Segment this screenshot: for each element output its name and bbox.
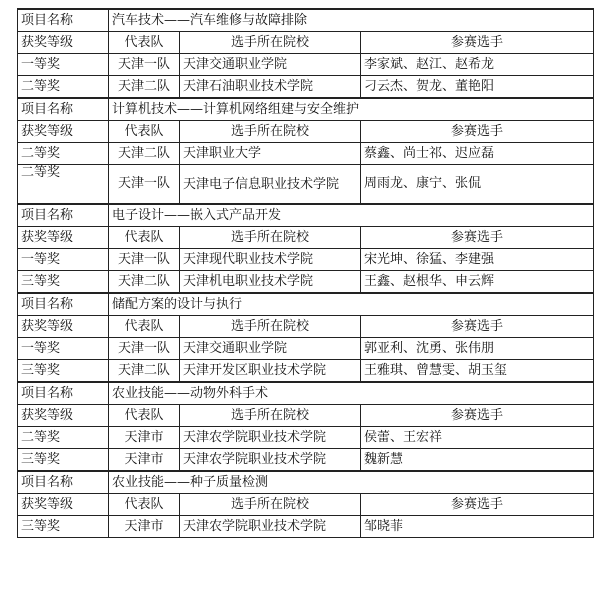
column-header-row <box>18 316 594 338</box>
award-cell: 三等奖 <box>18 271 109 294</box>
team-cell: 天津一队 <box>109 249 180 271</box>
school-cell: 天津电子信息职业技术学院 <box>180 165 361 205</box>
award-cell: 二等奖 <box>18 143 109 165</box>
project-title: 储配方案的设计与执行 <box>109 293 594 316</box>
players-cell: 王鑫、赵根华、申云辉 <box>361 271 594 294</box>
players-cell: 蔡鑫、尚士祁、迟应磊 <box>361 143 594 165</box>
header-award: 获奖等级 <box>18 227 109 249</box>
header-team: 代表队 <box>109 227 180 249</box>
column-header-row <box>18 494 594 516</box>
header-school: 选手所在院校 <box>180 121 361 143</box>
project-row <box>18 471 594 494</box>
team-cell: 天津一队 <box>109 54 180 76</box>
table-row <box>18 360 594 383</box>
team-cell: 天津一队 <box>109 165 180 205</box>
players-cell: 魏新慧 <box>361 449 594 472</box>
team-cell: 天津市 <box>109 427 180 449</box>
school-cell: 天津开发区职业技术学院 <box>180 360 361 383</box>
project-title: 农业技能——动物外科手术 <box>109 382 594 405</box>
header-players: 参赛选手 <box>361 121 594 143</box>
header-players: 参赛选手 <box>361 316 594 338</box>
school-cell: 天津农学院职业技术学院 <box>180 516 361 538</box>
award-cell: 二等奖 <box>18 165 109 205</box>
award-cell: 三等奖 <box>18 449 109 472</box>
header-players: 参赛选手 <box>361 227 594 249</box>
team-cell: 天津二队 <box>109 360 180 383</box>
header-players: 参赛选手 <box>361 494 594 516</box>
awards-table-body <box>18 9 594 538</box>
team-cell: 天津二队 <box>109 76 180 99</box>
project-label: 项目名称 <box>18 9 109 32</box>
header-award: 获奖等级 <box>18 316 109 338</box>
project-row <box>18 293 594 316</box>
header-players: 参赛选手 <box>361 32 594 54</box>
project-title: 电子设计——嵌入式产品开发 <box>109 204 594 227</box>
school-cell: 天津交通职业学院 <box>180 54 361 76</box>
players-cell: 周雨龙、康宁、张侃 <box>361 165 594 205</box>
header-school: 选手所在院校 <box>180 494 361 516</box>
project-title: 农业技能——种子质量检测 <box>109 471 594 494</box>
school-cell: 天津职业大学 <box>180 143 361 165</box>
school-cell: 天津农学院职业技术学院 <box>180 427 361 449</box>
team-cell: 天津一队 <box>109 338 180 360</box>
school-cell: 天津交通职业学院 <box>180 338 361 360</box>
players-cell: 侯蕾、王宏祥 <box>361 427 594 449</box>
project-row <box>18 9 594 32</box>
project-label: 项目名称 <box>18 204 109 227</box>
players-cell: 郭亚利、沈勇、张伟朋 <box>361 338 594 360</box>
header-school: 选手所在院校 <box>180 227 361 249</box>
header-school: 选手所在院校 <box>180 32 361 54</box>
players-cell: 宋光坤、徐猛、李建强 <box>361 249 594 271</box>
school-cell: 天津石油职业技术学院 <box>180 76 361 99</box>
table-row <box>18 76 594 99</box>
team-cell: 天津二队 <box>109 143 180 165</box>
table-row <box>18 338 594 360</box>
award-cell: 三等奖 <box>18 516 109 538</box>
project-row <box>18 382 594 405</box>
project-row <box>18 98 594 121</box>
table-row <box>18 249 594 271</box>
table-row <box>18 54 594 76</box>
header-team: 代表队 <box>109 494 180 516</box>
table-row <box>18 427 594 449</box>
column-header-row <box>18 227 594 249</box>
header-award: 获奖等级 <box>18 32 109 54</box>
award-cell: 三等奖 <box>18 360 109 383</box>
team-cell: 天津二队 <box>109 271 180 294</box>
header-award: 获奖等级 <box>18 405 109 427</box>
header-school: 选手所在院校 <box>180 405 361 427</box>
table-row <box>18 271 594 294</box>
project-title: 汽车技术——汽车维修与故障排除 <box>109 9 594 32</box>
header-award: 获奖等级 <box>18 494 109 516</box>
table-row <box>18 165 594 205</box>
project-label: 项目名称 <box>18 98 109 121</box>
award-cell: 二等奖 <box>18 427 109 449</box>
header-team: 代表队 <box>109 32 180 54</box>
players-cell: 邹晓菲 <box>361 516 594 538</box>
table-row <box>18 143 594 165</box>
header-award: 获奖等级 <box>18 121 109 143</box>
table-row <box>18 516 594 538</box>
table-row <box>18 449 594 472</box>
school-cell: 天津农学院职业技术学院 <box>180 449 361 472</box>
award-cell: 一等奖 <box>18 54 109 76</box>
project-label: 项目名称 <box>18 382 109 405</box>
header-players: 参赛选手 <box>361 405 594 427</box>
header-team: 代表队 <box>109 405 180 427</box>
players-cell: 王雅琪、曾慧雯、胡玉玺 <box>361 360 594 383</box>
column-header-row <box>18 405 594 427</box>
column-header-row <box>18 32 594 54</box>
team-cell: 天津市 <box>109 449 180 472</box>
school-cell: 天津机电职业技术学院 <box>180 271 361 294</box>
header-team: 代表队 <box>109 121 180 143</box>
header-school: 选手所在院校 <box>180 316 361 338</box>
project-label: 项目名称 <box>18 471 109 494</box>
players-cell: 刁云杰、贺龙、董艳阳 <box>361 76 594 99</box>
project-title: 计算机技术——计算机网络组建与安全维护 <box>109 98 594 121</box>
award-cell: 二等奖 <box>18 76 109 99</box>
header-team: 代表队 <box>109 316 180 338</box>
team-cell: 天津市 <box>109 516 180 538</box>
awards-table <box>17 8 594 538</box>
school-cell: 天津现代职业技术学院 <box>180 249 361 271</box>
project-row <box>18 204 594 227</box>
players-cell: 李家斌、赵江、赵希龙 <box>361 54 594 76</box>
award-cell: 一等奖 <box>18 338 109 360</box>
project-label: 项目名称 <box>18 293 109 316</box>
award-cell: 一等奖 <box>18 249 109 271</box>
column-header-row <box>18 121 594 143</box>
